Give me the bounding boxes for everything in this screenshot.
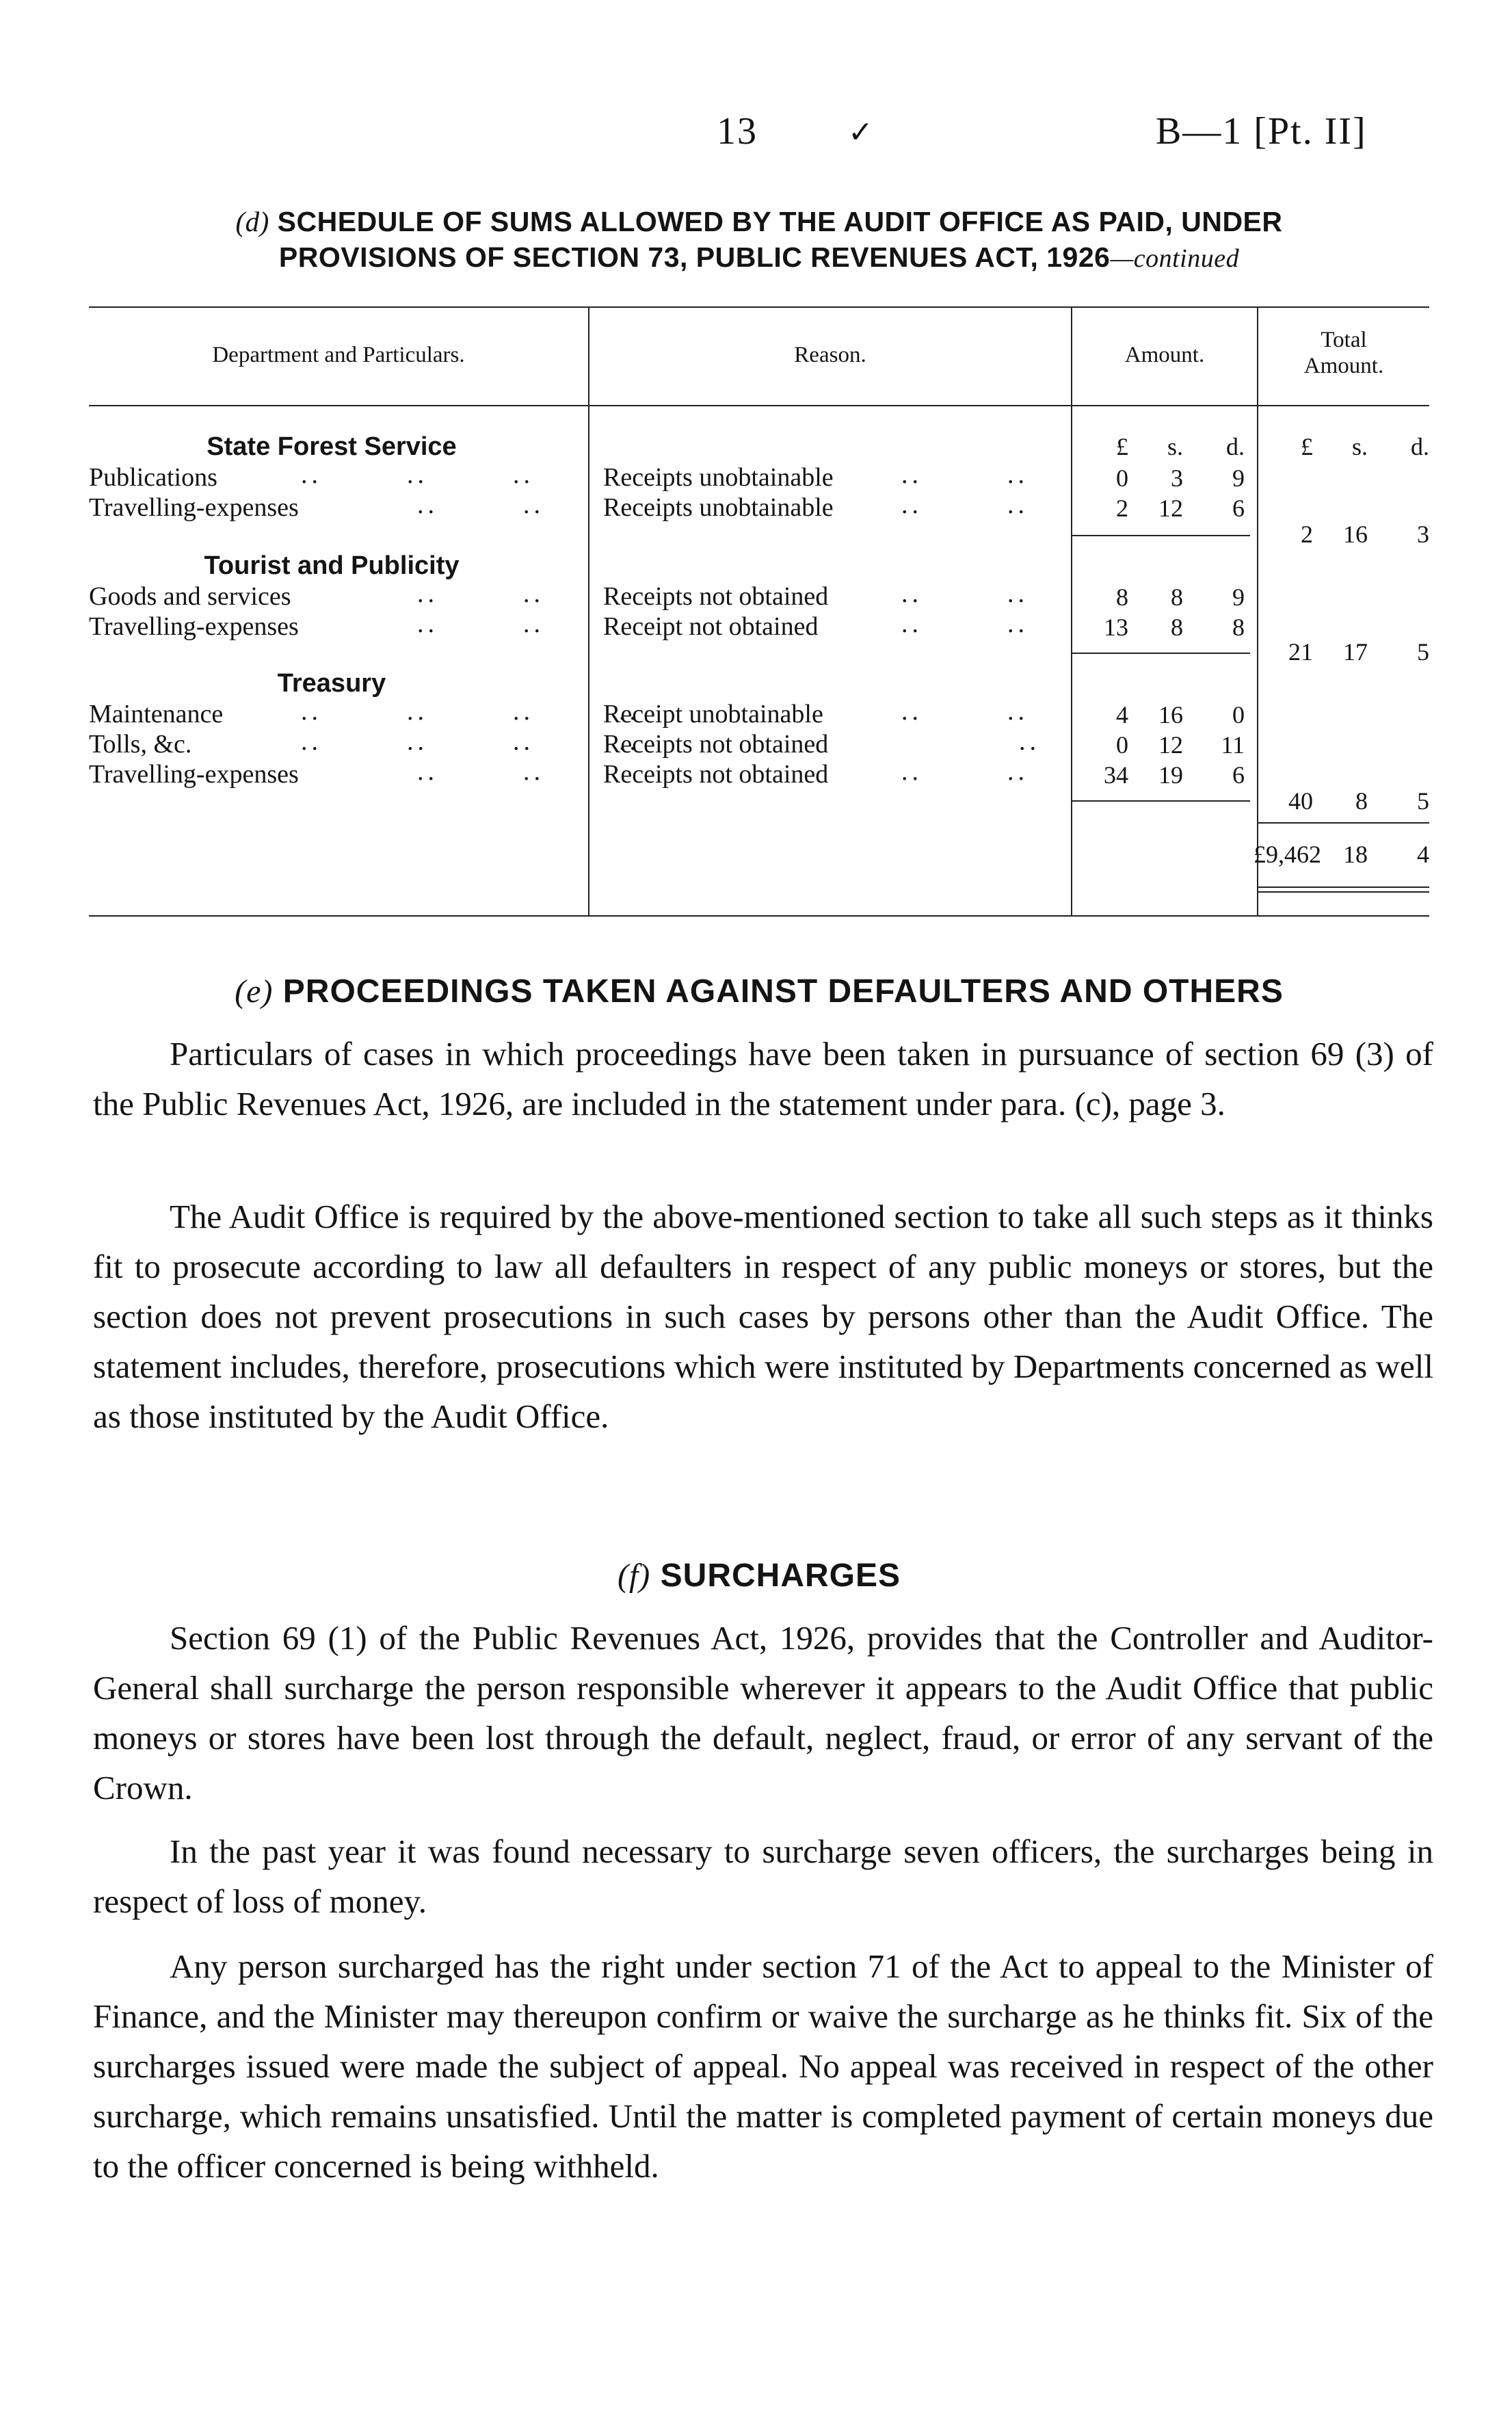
table-bottom-rule [89, 915, 1429, 917]
total-pence: 5 [1417, 787, 1429, 815]
table-head-rule [89, 405, 1429, 406]
leader-dots: .. .. [901, 460, 1029, 489]
row-reason: Receipt unobtainable [603, 700, 823, 728]
section-heading-treasury: Treasury [277, 669, 386, 698]
section-heading-surcharges [89, 1557, 1429, 1594]
section-heading-proceedings [89, 973, 1429, 1010]
section-heading-state-forest: State Forest Service [207, 432, 457, 461]
paragraph: In the past year it was found necessary to surcharge seven officers, the surcharges being in respect of loss of money. [93, 1832, 1433, 1920]
leader-dots: .. .. .. .. [301, 727, 640, 756]
column-header-amount: Amount. [1124, 343, 1205, 367]
row-particular: Goods and services [89, 582, 291, 611]
row-reason: Receipts unobtainable [603, 493, 834, 522]
subtotal-rule [1072, 653, 1250, 654]
leader-dots: .. .. [901, 609, 1029, 638]
row-particular: Travelling-expenses [89, 760, 299, 789]
column-divider-amount [1071, 308, 1072, 915]
paragraph: The Audit Office is required by the above-mentioned section to take all such steps as it thinks fit to prosecute according to law all defaulters in respect of any public moneys or stores, but the section does not prevent prosecutions in such cases by persons other than the Audit Office. The statement includes, therefore, prosecutions which were instituted by Departments concerned as well as those instituted by the Audit Office. [93, 1198, 1433, 1435]
amount-pence: 6 [1232, 495, 1245, 522]
row-reason: Receipts not obtained [603, 730, 829, 759]
section-title: PROCEEDINGS TAKEN AGAINST DEFAULTERS AND OTHERS [282, 973, 1284, 1010]
grand-total-shillings: 18 [1343, 841, 1368, 868]
column-header-department: Department and Particulars. [212, 343, 465, 367]
column-divider-total [1257, 308, 1258, 915]
amount-pounds-header: £ [1116, 433, 1128, 460]
amount-pence: 8 [1232, 614, 1245, 641]
column-header-reason: Reason. [794, 343, 866, 367]
row-reason: Receipts not obtained [603, 582, 829, 611]
amount-pounds: 34 [1104, 761, 1128, 789]
total-pounds: 21 [1288, 638, 1313, 666]
total-pence-header: d. [1411, 433, 1429, 460]
column-divider-reason [588, 308, 589, 915]
amount-pence: 6 [1232, 761, 1245, 789]
amount-pence-header: d. [1226, 433, 1245, 460]
amount-pence: 9 [1232, 464, 1245, 492]
total-pence: 3 [1417, 521, 1429, 548]
amount-shillings-header: s. [1167, 433, 1183, 460]
table-top-rule [89, 306, 1429, 308]
grand-total-double-rule [1258, 891, 1429, 893]
leader-dots: .. .. [901, 490, 1029, 519]
row-particular: Publications [89, 463, 217, 492]
amount-shillings: 19 [1158, 761, 1183, 789]
amount-shillings: 12 [1158, 495, 1183, 522]
total-shillings: 17 [1343, 638, 1368, 666]
section-letter: (f) [617, 1558, 651, 1594]
amount-shillings: 16 [1158, 701, 1183, 728]
schedule-title [89, 204, 1429, 276]
schedule-title-line1: SCHEDULE OF SUMS ALLOWED BY THE AUDIT OFFICE AS PAID, UNDER [277, 206, 1283, 237]
row-particular: Travelling-expenses [89, 493, 299, 522]
leader-dots: .. .. [417, 490, 544, 519]
paragraph: Any person surcharged has the right under section 71 of the Act to appeal to the Minister of Finance, and the Minister may thereupon confirm or waive the surcharge as he thinks fit. Six of the surcharges issued were made the subject of appeal. No appeal was received in respect of the other surcharge, which remains unsatisfied. Until the matter is completed payment of certain moneys due to the officer concerned is being withheld. [93, 1947, 1433, 2185]
total-pounds-header: £ [1301, 433, 1313, 460]
column-header-total: Total Amount. [1303, 328, 1384, 378]
amount-pence: 0 [1232, 701, 1245, 728]
section-heading-tourist: Tourist and Publicity [204, 551, 460, 580]
amount-pence: 11 [1221, 731, 1245, 759]
total-shillings-header: s. [1351, 433, 1368, 460]
grand-total-pence: 4 [1417, 841, 1429, 868]
leader-dots: .. .. [901, 579, 1029, 608]
row-particular: Maintenance [89, 700, 224, 728]
amount-shillings: 8 [1171, 614, 1183, 641]
amount-pounds: 4 [1116, 701, 1128, 728]
leader-dots: .. .. [901, 757, 1029, 786]
total-pounds: 2 [1301, 521, 1313, 548]
total-shillings: 8 [1355, 787, 1368, 815]
amount-pounds: 8 [1116, 583, 1128, 611]
leader-dots: .. .. [901, 697, 1029, 726]
schedule-continued: —continued [1110, 244, 1240, 273]
leader-dots: .. .. [417, 757, 544, 786]
section-title: SURCHARGES [660, 1558, 901, 1594]
amount-shillings: 3 [1171, 464, 1183, 492]
tick-mark: ✓ [848, 116, 875, 149]
grand-total-rule [1258, 822, 1429, 824]
leader-dots: .. .. .. [301, 460, 534, 489]
grand-total-pounds: £9,462 [1254, 841, 1321, 868]
paragraph: Particulars of cases in which proceedings have been taken in pursuance of section 69 (3) of the Public Revenues Act, 1926, are included in the statement under para. (c), page 3. [93, 1035, 1433, 1122]
leader-dots: .. .. .. .. [301, 697, 640, 726]
leader-dots: .. .. [417, 579, 544, 608]
schedule-title-line2: PROVISIONS OF SECTION 73, PUBLIC REVENUES ACT, 1926 [278, 241, 1111, 273]
total-shillings: 16 [1343, 521, 1368, 548]
amount-pounds: 2 [1116, 495, 1128, 522]
document-reference: B—1 [Pt. II] [1156, 110, 1367, 153]
amount-shillings: 12 [1158, 731, 1183, 759]
page-number: 13 [717, 110, 758, 153]
amount-shillings: 8 [1171, 583, 1183, 611]
subtotal-rule [1072, 535, 1250, 536]
row-reason: Receipt not obtained [603, 612, 819, 641]
total-pounds: 40 [1288, 787, 1313, 815]
leader-dots: .. [1019, 727, 1040, 756]
row-reason: Receipts unobtainable [603, 463, 834, 492]
amount-pounds: 0 [1116, 464, 1128, 492]
total-pence: 5 [1417, 638, 1429, 666]
amount-pence: 9 [1232, 583, 1245, 611]
schedule-letter: (d) [235, 206, 269, 237]
amount-pounds: 0 [1116, 731, 1128, 759]
grand-total-double-rule [1258, 886, 1429, 888]
section-letter: (e) [235, 973, 274, 1010]
row-particular: Travelling-expenses [89, 612, 299, 641]
row-particular: Tolls, &c. [89, 730, 192, 759]
paragraph: Section 69 (1) of the Public Revenues Act, 1926, provides that the Controller and Auditor-General shall surcharge the person responsible wherever it appears to the Audit Office that public moneys or stores have been lost through the default, neglect, fraud, or error of any servant of the Crown. [93, 1619, 1433, 1806]
leader-dots: .. .. [417, 609, 544, 638]
row-reason: Receipts not obtained [603, 760, 829, 789]
amount-pounds: 13 [1104, 614, 1128, 641]
subtotal-rule [1072, 800, 1250, 802]
